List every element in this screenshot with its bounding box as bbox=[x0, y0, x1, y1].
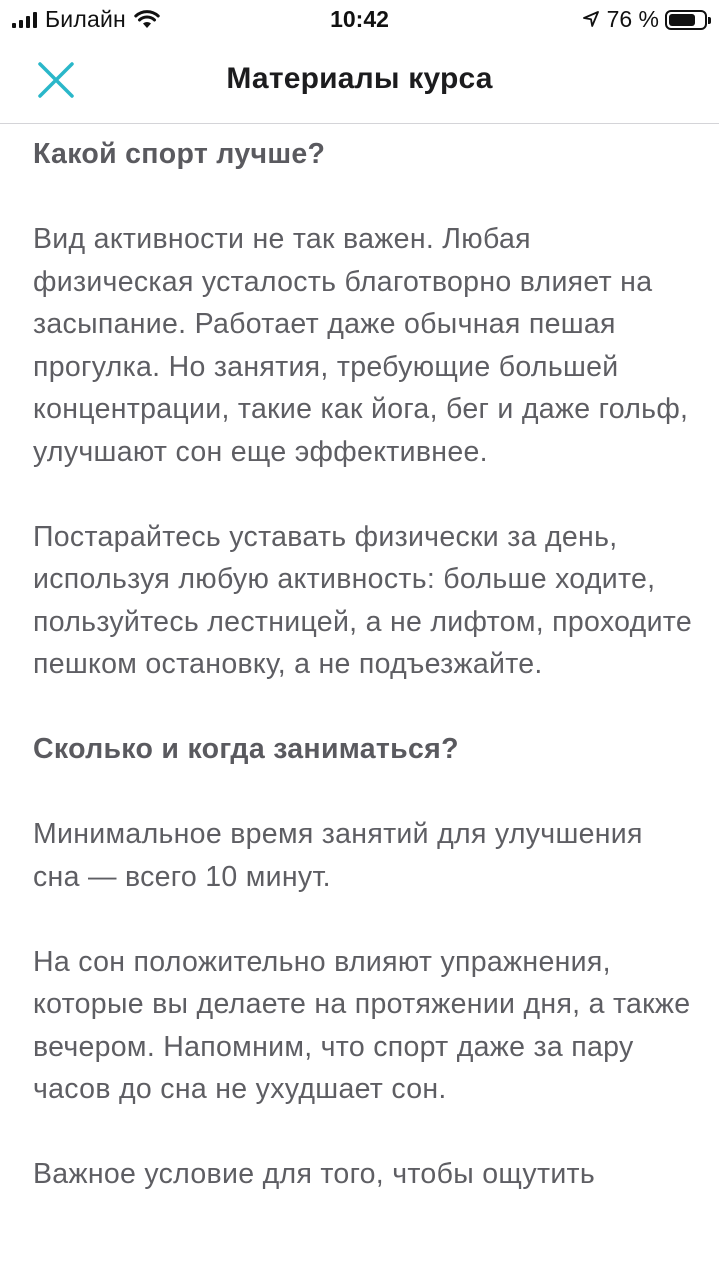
status-time: 10:42 bbox=[330, 6, 389, 32]
carrier-name: Билайн bbox=[45, 6, 126, 32]
paragraph-tiredness: Постарайтесь уставать физически за день, используя любую активность: больше ходите, пользуйтесь лестницей, а не лифтом, проходите пешком остановку, а не подъезжайте. bbox=[33, 520, 692, 680]
article-content bbox=[33, 124, 693, 1196]
battery-percent: 76 % bbox=[606, 6, 659, 32]
page-title: Материалы курса bbox=[226, 62, 493, 95]
status-right bbox=[583, 6, 707, 33]
paragraph-condition: Важное условие для того, чтобы ощутить bbox=[33, 1158, 596, 1190]
location-arrow-icon bbox=[583, 6, 599, 33]
paragraph-timing: На сон положительно влияют упражнения, которые вы делаете на протяжении дня, а также вечером. Напомним, что спорт даже за пару часов до сна не ухудшает сон. bbox=[33, 945, 691, 1105]
battery-icon bbox=[665, 10, 707, 30]
section-heading-sport: Какой спорт лучше? bbox=[33, 138, 326, 170]
paragraph-min-time: Минимальное время занятий для улучшения сна — всего 10 минут. bbox=[33, 818, 643, 893]
nav-bar bbox=[0, 40, 719, 124]
paragraph-activity: Вид активности не так важен. Любая физическая усталость благотворно влияет на засыпание. Работает даже обычная пешая прогулка. Но занятия, требующие большей концентрации, такие как йога, бег и даже гольф, улучшают сон еще эффективнее. bbox=[33, 223, 689, 468]
status-bar bbox=[0, 0, 719, 40]
section-heading-duration: Сколько и когда заниматься? bbox=[33, 733, 459, 765]
